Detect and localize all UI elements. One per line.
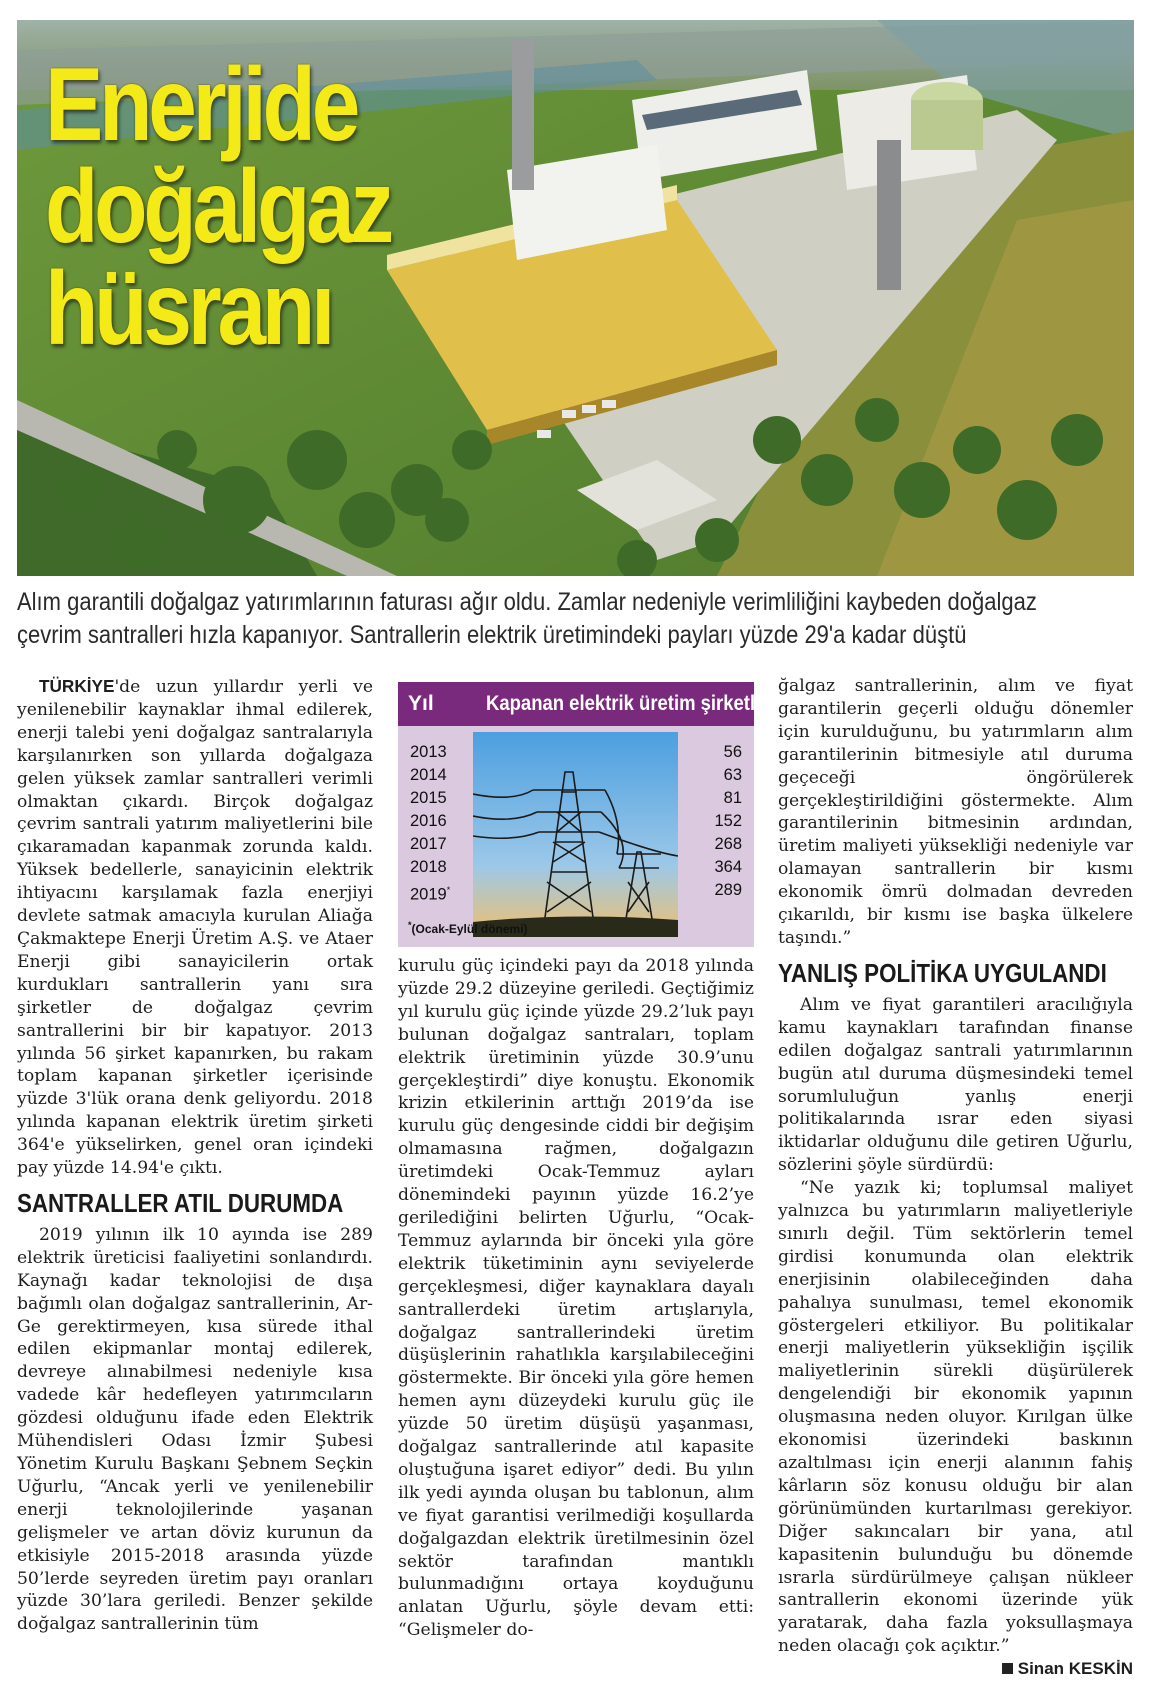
paragraph: 2019 yılının ilk 10 ayında ise 289 elektrik üreticisi faaliyetini sonlandırdı. Kaynağı kadar teknolojisi de dışa bağımlı olan doğalgaz santrallerinin, Ar-Ge gerektirmeyen, kısa sürede ithal edilen ekipmanlar montaj edilerek, devreye alınabilmesi nedeniyle kısa vadede kâr hedefleyen yatırımcıların gözdesi olduğunu ifade eden Elektrik Mühendisleri Odası İzmir Şubesi Yönetim Kurulu Başkanı Şebnem Seçkin Uğurlu, “Ancak yerli ve yenilenebilir enerji teknolojilerinde yaşanan gelişmeler ve artan döviz kurunun da etkisiyle 2015-2018 arasında yüzde 50’lerde seyreden üretim payı oranları yüzde 30’lara geriledi. Benzer şekilde doğalgaz santrallerinin tüm bbox=[17, 1224, 373, 1635]
article-column-1 bbox=[17, 675, 373, 1636]
paragraph-text: 'de uzun yıllardır yerli ve yenilenebilir kaynaklar ihmal edilerek, enerji talebi yeni doğalgaz santralarıyla karşılanırken son yıllarda doğalgaza gelen yüksek zamlar santralleri verimli olmaktan çıkardı. Birçok doğalgaz çevrim santrali yatırım maliyetlerini bile çıkaramadan kapanmak zorunda kaldı. Yüksek bedellerle, sanayicinin elektrik ihtiyacını karşılamak fazla enerjiyi devlete satmak amacıyla kurulan Aliağa Çakmaktepe Enerji Üretim A.Ş. ve Ataer Enerji gibi sanayicilerin ortak kurdukları santrallerin yanı sıra şirketler de doğalgaz çevrim santrallerini bir bir kapatıyor. 2013 yılında 56 şirket kapanırken, bu rakam toplam kapanan şirketler içerisinde yüzde 3'lük orana denk geliyordu. 2018 yılında kapanan elektrik üretim şirketi 364'e yükselirken, genel oran içindeki pay yüzde 14.94'e çıktı. bbox=[17, 677, 373, 1179]
byline bbox=[778, 1658, 1133, 1681]
year-cell: 2016 bbox=[410, 812, 447, 830]
paragraph: kurulu güç içindeki payı da 2018 yılında yüzde 29.2 düzeyine geriledi. Geçtiğimiz yıl kurulu güç içinde yüzde 29.2’luk payı bulunan doğalgaz santraları, toplam elektrik üretiminin yüzde 30.9’unu gerçekleştirdi” diye konuştu. Ekonomik krizin etkilerinin arttığı 2019’da ise kurulu güç dengesinde ciddi bir değişim olmamasına rağmen, doğalgazın üretimdeki Ocak-Temmuz ayları dönemindeki payının yüzde 16.2’ye gerilediğini belirten Uğurlu, “Ocak-Temmuz aylarında bir önceki yıla göre elektrik tüketiminin aynı seviyelerde gerçekleşmesi, diğer kaynaklara dayalı santrallerdeki üretim artışlarıyla, doğalgaz santrallerindeki üretim düşüşlerinin rahatlıkla karşılabileceğini göstermekte. Bir önceki yıla göre hemen hemen aynı düzeydeki kurulu güç ile yüzde 50 üretim düşüşü yaşanması, doğalgaz santrallerinde atıl kapasite oluştuğuna işaret ediyor” dedi. Bu yılın ilk yedi ayında oluşan bu tablonun, alım ve fiyat garantisi verilmediği koşullarda doğalgazdan elektrik üretilmesinin özel sektör tarafından mantıklı bulunmadığını ortaya koyduğunu anlatan Uğurlu, şöyle devam etti: “Gelişmeler do- bbox=[398, 956, 754, 1641]
footnote-marker: * bbox=[446, 885, 451, 895]
year-cell: 2015 bbox=[410, 789, 447, 807]
year-list bbox=[410, 741, 450, 907]
headline bbox=[45, 47, 390, 367]
paragraph: “Ne yazık ki; toplumsal maliyet yalnızca bu yatırımların maliyetleriyle sınırlı değil. Tüm sektörlerin temel girdisi konumunda olan elektrik enerjisinin olabileceğinden daha pahalıya sunulması, temel ekonomik göstergeleri etkiliyor. Bu politikalar enerji maliyetlerin yüksekliğin işçilik maliyetlerinin sürekli düşürülerek dengelendiği bir ekonomik yapının oluşmasına neden oluyor. Kırılgan ülke ekonomisi üzerindeki baskının azaltılması için enerji alanının fahiş kârların söz konusu olduğu bir alan görünümünden kurtarılması gerekiyor. Diğer sakıncaları bir yana, atıl kapasitenin bulunduğu bu dönemde ısrarla sürdürülmeye çalışan nükleer santrallerin ekonomi üzerinde yük yaratarak, daha fazla yoksullaşmaya neden olacağı çok açıktır.” bbox=[778, 1178, 1133, 1657]
table-header bbox=[398, 682, 778, 726]
value-cell: 268 bbox=[714, 835, 742, 853]
closed-companies-table bbox=[398, 682, 778, 947]
paragraph: ğalgaz santrallerinin, alım ve fiyat garantilerin geçerli olduğu dönemler için kurulduğunu, bu yatırımların alım garantilerinin bitmesiyle atıl duruma geçeceği öngörülerek gerçekleştirildiğini göstermekte. Alım garantilerinin bitmesinin ardından, üretim maliyeti yüksekliği nedeniyle var olamayan santrallerin bir kısmı ekonomik ömrü dolmadan devreden çıkarıldı, bir kısmı ise başka ülkelere taşındı.” bbox=[778, 676, 1133, 948]
headline-line-2: doğalgaz bbox=[45, 149, 390, 265]
headline-line-3: hüsranı bbox=[45, 251, 332, 367]
paragraph: Alım ve fiyat garantileri aracılığıyla kamu kaynakları tarafından finanse edilen doğalgaz santrali yatırımlarının bugün atıl duruma düşmesindeki temel sorumluluğun yanlış enerji politikalarında ısrar eden siyasi iktidarlar olduğunu dile getiren Uğurlu, sözlerini şöyle sürdürdü: bbox=[778, 994, 1133, 1176]
article-column-2 bbox=[398, 955, 754, 1642]
value-cell: 81 bbox=[723, 789, 742, 807]
paragraph bbox=[17, 675, 373, 1180]
subheading-yanlis-politika: YANLIŞ POLİTİKA UYGULANDI bbox=[778, 957, 1107, 988]
article-column-3 bbox=[778, 675, 1133, 1681]
square-bullet-icon bbox=[1002, 1663, 1013, 1674]
header-year: Yıl bbox=[408, 692, 434, 715]
value-cell: 364 bbox=[714, 858, 742, 876]
lead-word: TÜRKİYE bbox=[39, 676, 115, 696]
header-closed-companies: Kapanan elektrik üretim şirketleri bbox=[486, 692, 778, 715]
standfirst-line-2: çevrim santralleri hızla kapanıyor. Santrallerin elektrik üretimindeki payları yüzde 29'a kadar düştü bbox=[17, 621, 967, 649]
headline-line-1: Enerjide bbox=[45, 47, 357, 163]
year-cell: 2013 bbox=[410, 743, 447, 761]
hero-photo bbox=[17, 20, 1134, 576]
value-cell: 63 bbox=[723, 766, 742, 784]
table-footnote: *(Ocak-Eylül dönemi) bbox=[408, 920, 528, 936]
year-cell: 2019* bbox=[410, 885, 451, 904]
year-cell: 2014 bbox=[410, 766, 447, 784]
year-cell: 2018 bbox=[410, 858, 447, 876]
subheading-santraller: SANTRALLER ATIL DURUMDA bbox=[17, 1187, 344, 1218]
value-list bbox=[714, 741, 742, 902]
value-cell: 152 bbox=[714, 812, 742, 830]
year-cell: 2017 bbox=[410, 835, 447, 853]
standfirst-line-1: Alım garantili doğalgaz yatırımlarının faturası ağır oldu. Zamlar nedeniyle verimliliğini kaybeden doğalgaz bbox=[17, 588, 1037, 616]
author-name: Sinan KESKİN bbox=[1017, 1659, 1133, 1679]
value-cell: 56 bbox=[723, 743, 742, 761]
value-cell: 289 bbox=[714, 881, 742, 899]
standfirst bbox=[17, 586, 1137, 652]
power-pylon-image bbox=[473, 732, 678, 937]
footnote-marker: * bbox=[408, 920, 412, 930]
